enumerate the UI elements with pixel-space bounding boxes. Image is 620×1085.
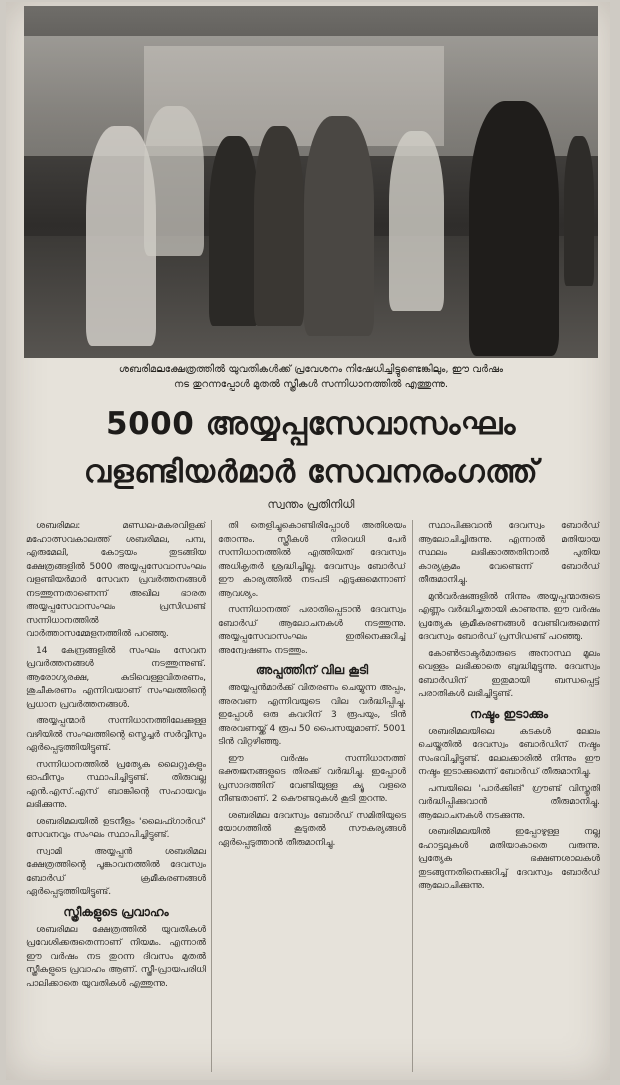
paragraph: അയ്യപ്പൻമാർക്ക് വിതരണം ചെയ്യുന്ന അപ്പം, അരവണ എന്നിവയുടെ വില വർദ്ധിപ്പിച്ചു. ഇപ്പോൾ ഒരു കവറിന് 3 രൂപയും, ടിൻ അരവണയ്ക്ക് 4 രൂപ 50 പൈസയുമാണ്. 5001 ടിൻ വിറ്റഴിഞ്ഞു. bbox=[218, 683, 406, 747]
paragraph: അയ്യപ്പന്മാർ സന്നിധാനത്തിലേക്കുള്ള വഴിയിൽ സംഘത്തിന്റെ സ്ട്രെച്ചർ സർവ്വീസും ഏർപ്പെടുത്തിയിട്ടുണ്ട്. bbox=[26, 716, 206, 753]
paragraph: സ്ഥാപിക്കുവാൻ ദേവസ്വം ബോർഡ് ആലോചിച്ചിരുന്നു. എന്നാൽ മതിയായ സ്ഥലം ലഭിക്കാത്തതിനാൽ പുതിയ കാര്യക്രമം വേണ്ടെന്ന് ബോർഡ് തീരുമാനിച്ചു. bbox=[418, 521, 600, 585]
headline bbox=[26, 400, 596, 496]
column-divider bbox=[211, 520, 212, 1072]
photo-figure bbox=[304, 116, 374, 336]
photo-figure bbox=[564, 136, 594, 286]
paragraph: പമ്പയിലെ 'പാർക്കിങ്' ഗ്രൗണ്ട് വിസ്തൃതി വർദ്ധിപ്പിക്കുവാൻ തീരുമാനിച്ചു. ആലോചനകൾ നടക്കുന്നു. bbox=[418, 783, 600, 821]
paragraph: തി തെളിച്ചുകൊണ്ടിരിപ്പോൾ അതിശയം തോന്നും. സ്ത്രീകൾ നിരവധി പേർ സന്നിധാനത്തിൽ എത്തിയത് ദേവസ്വം അധികൃതർ ശ്രദ്ധിച്ചില്ല. ദേവസ്വം ബോർഡ് ഈ കാര്യത്തിൽ നടപടി എടുക്കുമെന്നാണ് ആവശ്യം. bbox=[218, 521, 406, 599]
paragraph: ഈ വർഷം സന്നിധാനത്ത് ഭക്തജനങ്ങളുടെ തിരക്ക് വർദ്ധിച്ചു. ഇപ്പോൾ പ്രസാദത്തിന് വേണ്ടിയുള്ള ക്യൂ വളരെ നീണ്ടതാണ്. 2 കൌണ്ടറുകൾ കൂടി തുറന്നു. bbox=[218, 753, 406, 804]
headline-line: 5000 അയ്യപ്പസേവാസംഘം bbox=[106, 406, 516, 442]
paragraph: 14 കേന്ദ്രങ്ങളിൽ സംഘം സേവന പ്രവർത്തനങ്ങൾ നടത്തുന്നുണ്ട്. ആരോഗ്യരക്ഷ, കുടിവെള്ളവിതരണം, ശുചീകരണം എന്നിവയാണ് സംഘത്തിന്റെ പ്രധാന പ്രവർത്തനങ്ങൾ. bbox=[26, 645, 206, 710]
paragraph: ശബരിമല ക്ഷേത്രത്തിൽ യുവതികൾ പ്രവേശിക്കരുതെന്നാണ് നിയമം. എന്നാൽ ഈ വർഷം നട തുറന്ന ദിവസം മുതൽ സ്ത്രീകളുടെ പ്രവാഹം ആണ്. സ്ത്രീ-പ്രായപരിധി പാലിക്കാതെ യുവതികൾ എത്തുന്നു. bbox=[26, 924, 206, 989]
news-photo bbox=[24, 6, 598, 358]
photo-figure bbox=[469, 101, 559, 356]
paragraph: ശബരിമലയിൽ ഉടനീളം 'ലൈഫ്ഗാർഡ്' സേവനവും സംഘം സ്ഥാപിച്ചിട്ടുണ്ട്. bbox=[26, 816, 206, 840]
paragraph: സന്നിധാനത്തിൽ പ്രത്യേക ലൈറ്റുകളും ഓഫീസും സ്ഥാപിച്ചിട്ടുണ്ട്. തിരുവല്ല എൻ.എസ്.എസ് ബാങ്കിന്റെ സഹായവും ലഭിക്കുന്നു. bbox=[26, 759, 206, 810]
photo-caption bbox=[28, 362, 594, 392]
photo-figure bbox=[254, 126, 304, 326]
paragraph: ശബരിമലയിലെ കടകൾ ലേലം ചെയ്തതിൽ ദേവസ്വം ബോർഡിന് നഷ്ടം സംഭവിച്ചിട്ടുണ്ട്. ലേലക്കാരിൽ നിന്നും ഈ നഷ്ടം ഇടാക്കുമെന്ന് ബോർഡ് തീരുമാനിച്ചു. bbox=[418, 726, 600, 777]
subheading: സ്ത്രീകളുടെ പ്രവാഹം bbox=[63, 904, 169, 919]
article-column-1 bbox=[26, 520, 206, 1072]
paragraph: ശബരിമല ദേവസ്വം ബോർഡ് സമിതിയുടെ യോഗത്തിൽ കൂടുതൽ സൗകര്യങ്ങൾ ഏർപ്പെടുത്താൻ തീരുമാനിച്ചു. bbox=[218, 810, 406, 848]
headline-line: വളണ്ടിയർമാർ സേവനരംഗത്ത് bbox=[83, 454, 539, 490]
paragraph: സ്വാമി അയ്യപ്പൻ ശബരിമല ക്ഷേത്രത്തിന്റെ പൂങ്കാവനത്തിൽ ദേവസ്വം ബോർഡ് ക്രമീകരണങ്ങൾ ഏർപ്പെടുത്തിയിട്ടുണ്ട്. bbox=[26, 846, 206, 897]
photo-figure bbox=[144, 106, 204, 256]
paragraph: ശബരിമലയിൽ ഇപ്പോഴുള്ള നല്ല ഹോട്ടലുകൾ മതിയാകാതെ വരുന്നു. പ്രത്യേക ഭക്ഷണശാലകൾ തുടങ്ങുന്നതിനെക്കുറിച്ച് ദേവസ്വം ബോർഡ് ആലോചിക്കുന്നു. bbox=[418, 827, 600, 891]
subheading: നഷ്ടം ഇടാക്കും bbox=[469, 706, 549, 721]
paragraph: കോൺട്രാക്ടർമാരുടെ അനാസ്ഥ മൂലം വെള്ളം ലഭിക്കാതെ ബുദ്ധിമുട്ടുന്നു. ദേവസ്വം ബോർഡിന് ഇതുമായി ബന്ധപ്പെട്ട് പരാതികൾ ലഭിച്ചിട്ടുണ്ട്. bbox=[418, 648, 600, 699]
newspaper-clipping bbox=[6, 2, 610, 1080]
paragraph: സന്നിധാനത്ത് പരാതിപ്പെടാൻ ദേവസ്വം ബോർഡ് ആലോചനകൾ നടത്തുന്നു. അയ്യപ്പസേവാസംഘം ഇതിനെക്കുറിച്ച് അന്വേഷണം നടത്തും. bbox=[218, 605, 406, 656]
caption-line: നട തുറന്നപ്പോൾ മുതൽ സ്ത്രീകൾ സന്നിധാനത്തിൽ എത്തുന്നു. bbox=[173, 379, 449, 390]
column-divider bbox=[412, 520, 413, 1072]
paragraph: മുൻവർഷങ്ങളിൽ നിന്നും അയ്യപ്പന്മാരുടെ എണ്ണം വർദ്ധിച്ചതായി കാണുന്നു. ഈ വർഷം പ്രത്യേക ക്രമീകരണങ്ങൾ വേണ്ടിവരുമെന്ന് ദേവസ്വം ബോർഡ് പ്രസിഡണ്ട് പറഞ്ഞു. bbox=[418, 591, 600, 642]
paragraph: ശബരിമല: മണ്ഡല-മകരവിളക്ക് മഹോത്സവകാലത്ത് ശബരിമല, പമ്പ, എരുമേലി, കോട്ടയം തുടങ്ങിയ ക്ഷേത്രങ്ങളിൽ 5000 അയ്യപ്പസേവാസംഘം വളണ്ടിയർമാർ സേവന പ്രവർത്തനങ്ങൾ നടത്തുന്നതാണെന്ന് അഖില ഭാരത അയ്യപ്പസേവാസംഘം പ്രസിഡണ്ട് സന്നിധാനത്തിൽ വാർത്താസമ്മേളനത്തിൽ പറഞ്ഞു. bbox=[26, 521, 206, 639]
subheading: അപ്പത്തിന് വില കൂടി bbox=[255, 663, 369, 677]
photo-figure bbox=[389, 131, 444, 311]
caption-line: ശബരിമലക്ഷേത്രത്തിൽ യുവതികൾക്ക് പ്രവേശനം നിഷേധിച്ചിട്ടുണ്ടെങ്കിലും, ഈ വർഷം bbox=[118, 364, 504, 375]
photo-figure bbox=[209, 136, 259, 326]
article-column-3 bbox=[418, 520, 600, 1072]
byline: സ്വന്തം പ്രതിനിധി bbox=[267, 498, 355, 511]
article-column-2 bbox=[218, 520, 406, 1072]
